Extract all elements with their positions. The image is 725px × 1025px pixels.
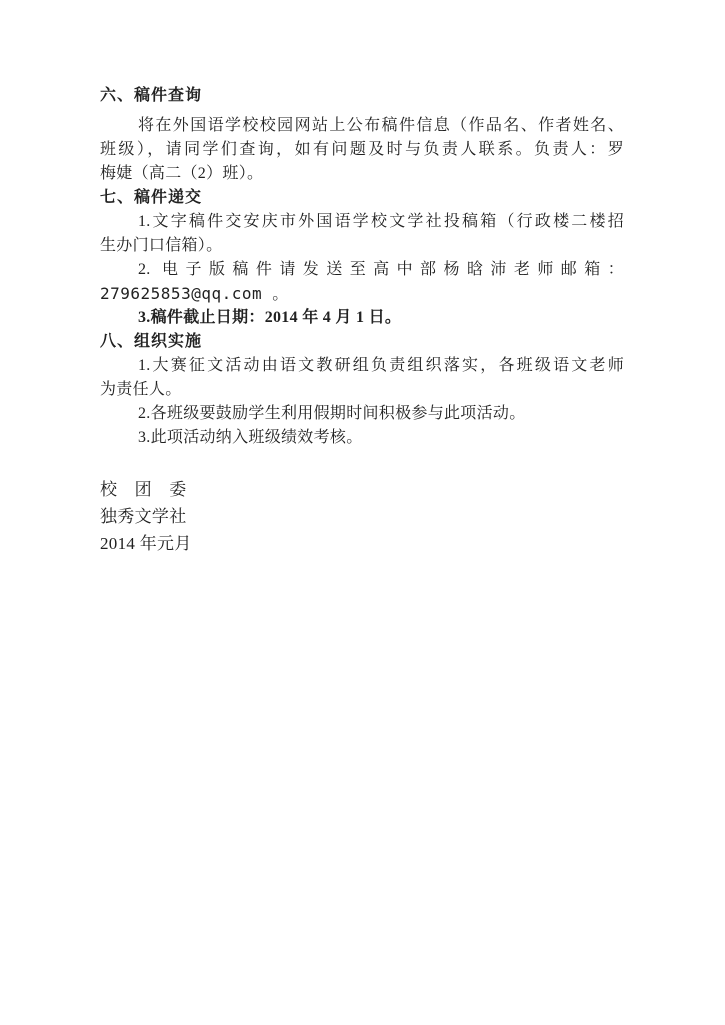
signature-block xyxy=(100,476,624,557)
document-line: 班级），请同学们查询，如有问题及时与负责人联系。负责人：罗 xyxy=(100,141,624,158)
section-6-heading: 六、稿件查询 xyxy=(100,87,203,104)
document-line: 3.此项活动纳入班级绩效考核。 xyxy=(138,429,363,446)
document-line: 将在外国语学校校园网站上公布稿件信息（作品名、作者姓名、 xyxy=(138,117,624,134)
section-7-heading: 七、稿件递交 xyxy=(100,189,203,206)
signature-date: 2014 年元月 xyxy=(100,534,192,553)
document-line: 2.各班级要鼓励学生利用假期时间积极参与此项活动。 xyxy=(138,405,526,422)
document-line: 1.大赛征文活动由语文教研组负责组织落实，各班级语文老师 xyxy=(138,357,624,374)
document-line: 2. 电子版稿件请发送至高中部杨晗沛老师邮箱： xyxy=(138,261,624,278)
deadline-line: 3.稿件截止日期：2014 年 4 月 1 日。 xyxy=(138,309,402,326)
signature-org-committee: 校 团 委 xyxy=(100,480,187,499)
section-8-heading: 八、组织实施 xyxy=(100,333,203,350)
email-address-line: 279625853@qq.com 。 xyxy=(100,284,289,303)
document-line: 为责任人。 xyxy=(100,381,182,398)
document-line: 1.文字稿件交安庆市外国语学校文学社投稿箱（行政楼二楼招 xyxy=(138,213,624,230)
document-content xyxy=(100,84,624,557)
document-line: 梅婕（高二（2）班）。 xyxy=(100,165,264,182)
signature-org-society: 独秀文学社 xyxy=(100,507,187,526)
document-line: 生办门口信箱）。 xyxy=(100,237,223,254)
